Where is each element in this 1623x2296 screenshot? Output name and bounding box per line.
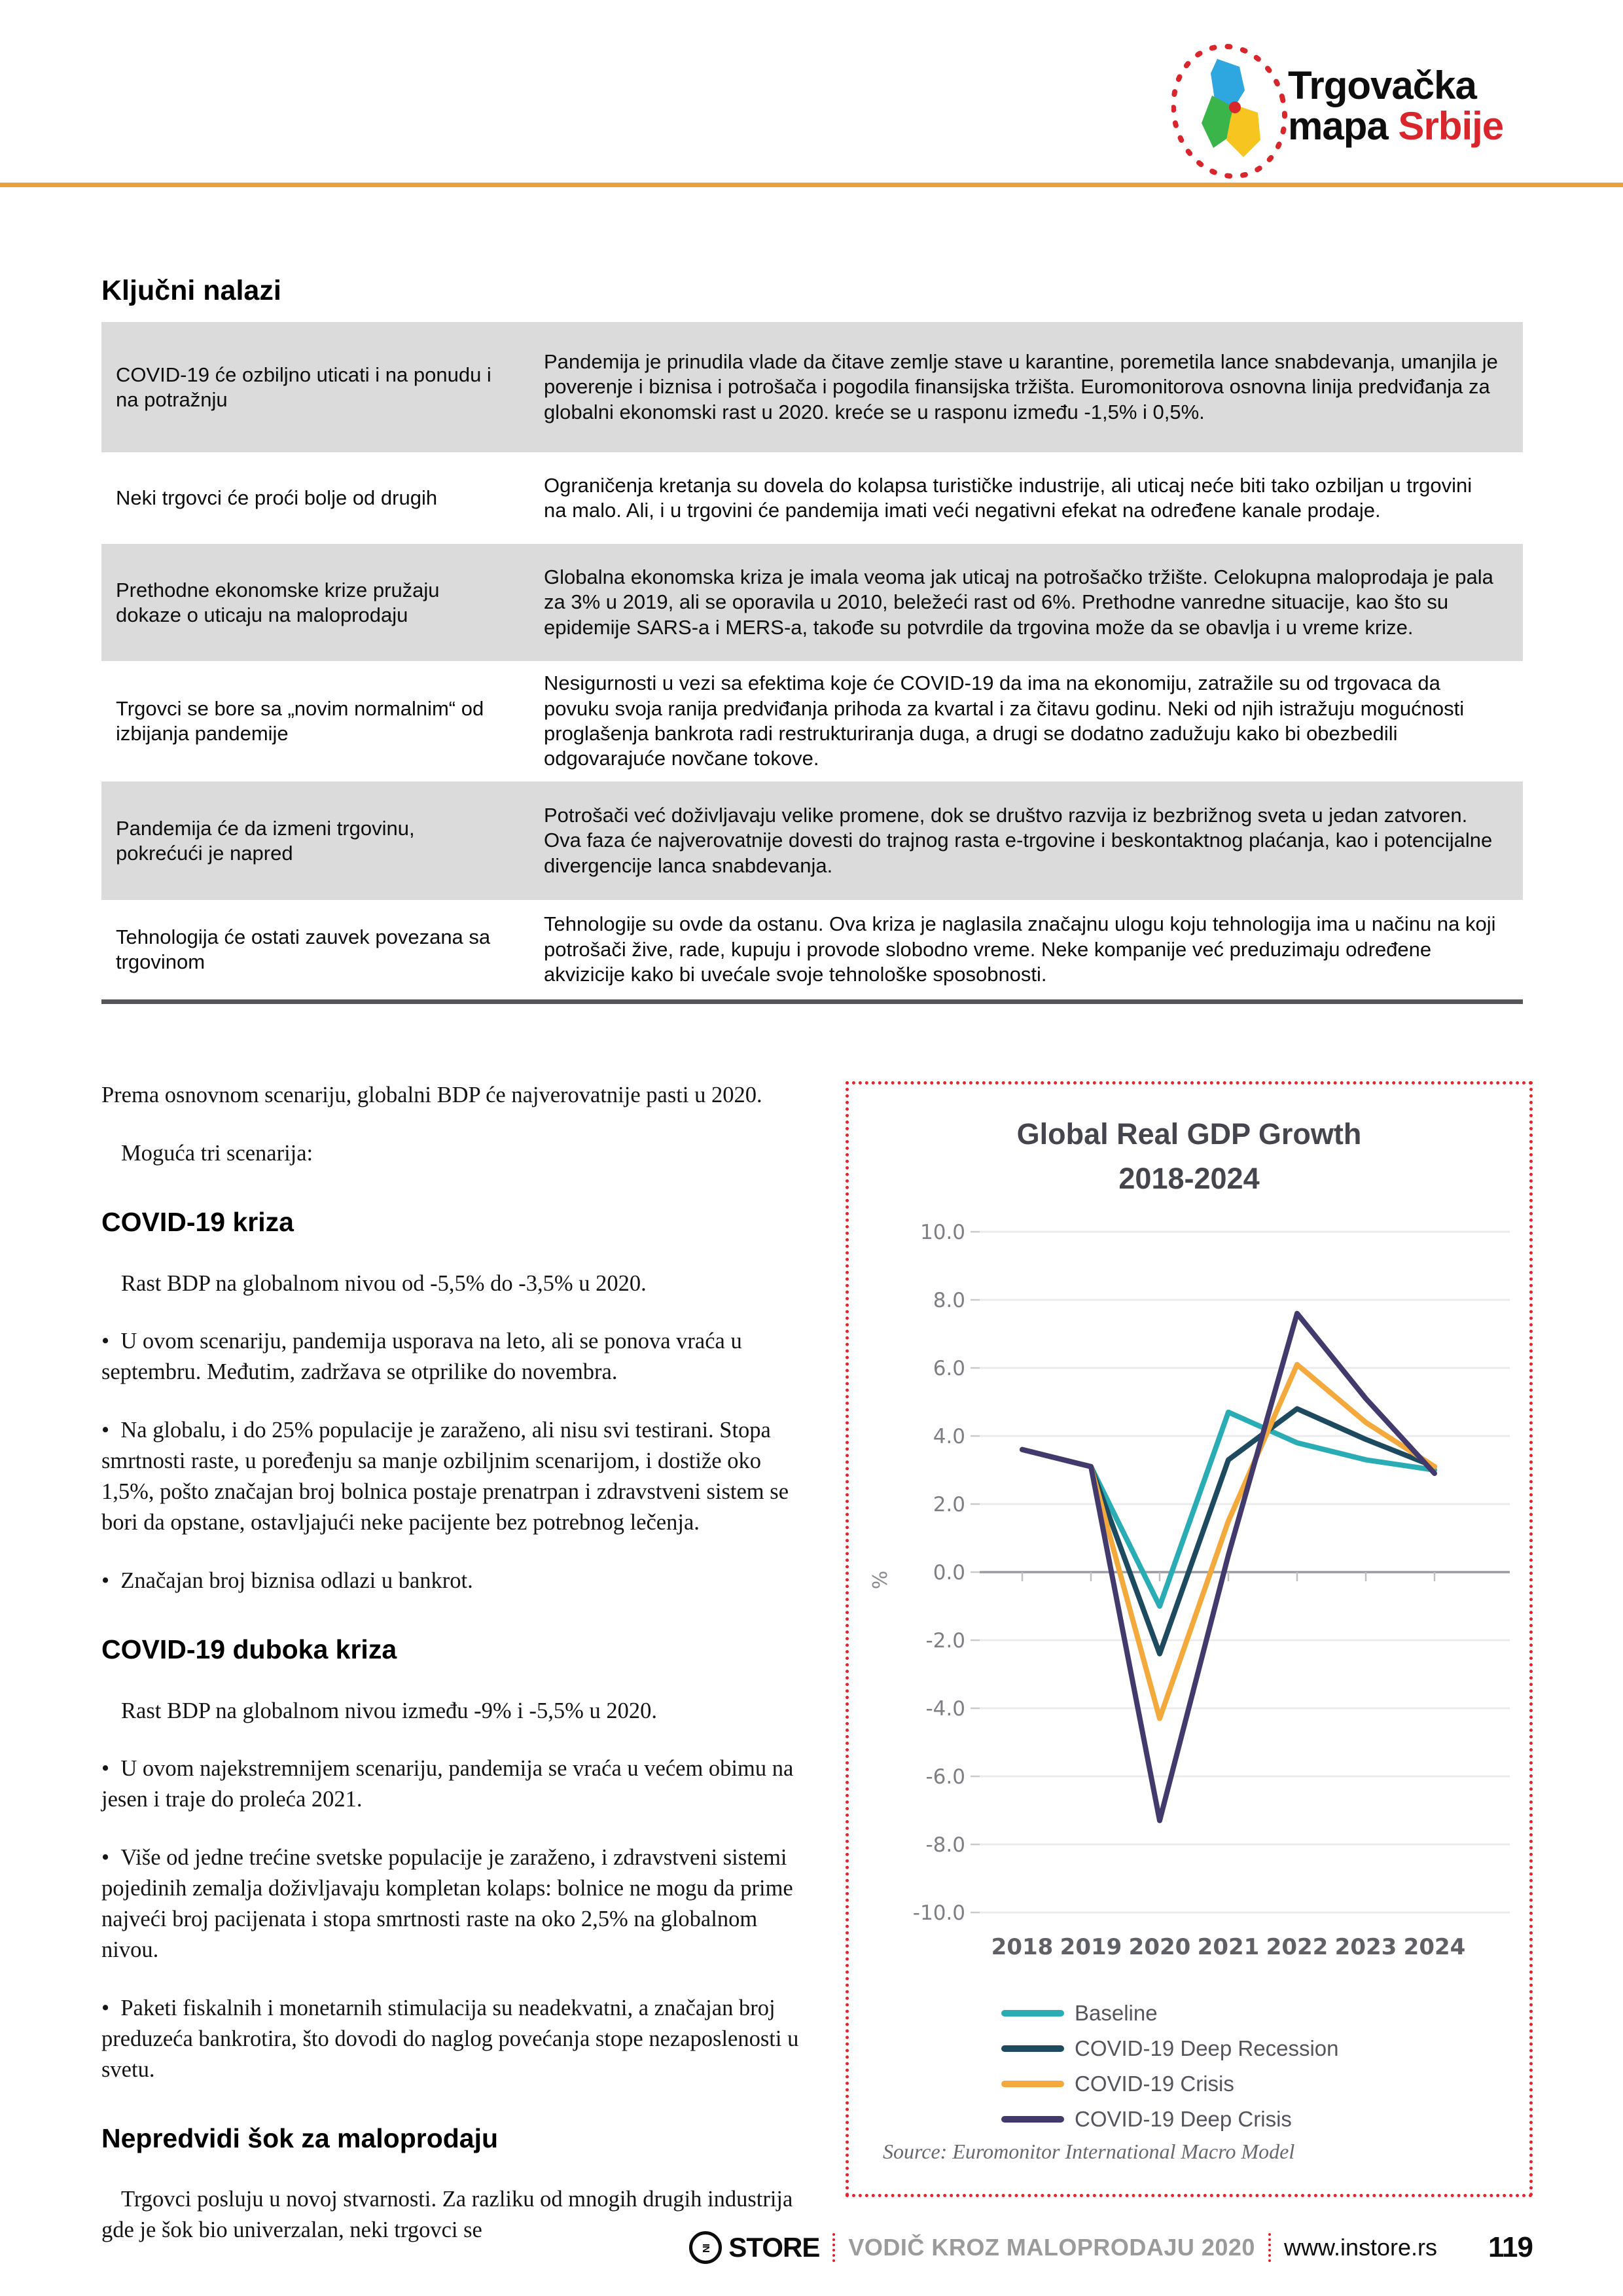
finding-label: Neki trgovci će proći bolje od drugih	[116, 486, 438, 510]
svg-text:2.0: 2.0	[933, 1493, 965, 1516]
bullet-item: • Paketi fiskalnih i monetarnih stimulacija su neadekvatni, a značajan broj preduzeća bankrotira, što dovodi do naglog povećanja stope nezaposlenosti u svetu.	[101, 1993, 818, 2085]
svg-text:%: %	[869, 1570, 892, 1590]
svg-text:-10.0: -10.0	[912, 1901, 965, 1925]
finding-text: Tehnologije su ovde da ostanu. Ova kriza je naglasila značajnu ulogu koju tehnologija ima u načinu na koji potrošači žive, rade, kupuju i provode slobodno vreme. Neke kompanije već preduzimaju određene akvizicije kako bi uvećale svoje tehnološke sposobnosti.	[544, 912, 1496, 986]
finding-text: Ograničenja kretanja su dovela do kolapsa turističke industrije, ali uticaj neće biti tako ozbiljan u trgovini na malo. Ali, i u trgovini će pandemija imati veći negativni efekat na određene kanale prodaje.	[544, 473, 1472, 522]
article-paragraph: Prema osnovnom scenariju, globalni BDP će najverovatnije pasti u 2020.	[101, 1083, 762, 1107]
finding-label: Pandemija će da izmeni trgovinu, pokrećući je napred	[116, 816, 415, 865]
page-number: 119	[1488, 2231, 1533, 2263]
dotted-separator	[832, 2233, 835, 2262]
legend-label: COVID-19 Deep Recession	[1075, 2036, 1339, 2060]
bullet-item: • Više od jedne trećine svetske populacije je zaraženo, i zdravstveni sistemi pojedinih zemalja doživljavaju kompletan kolaps: bolnice ne mogu da prime najveći broj pacijenata i stopa smrtnosti raste na oko 2,5% na globalnom nivou.	[101, 1842, 818, 1965]
svg-text:2020: 2020	[1128, 1934, 1191, 1960]
bullet-item: • Značajan broj biznisa odlazi u bankrot.	[101, 1566, 818, 1596]
finding-text: Globalna ekonomska kriza je imala veoma jak uticaj na potrošačko tržište. Celokupna maloprodaja je pala za 3% u 2019, ali se oporavila u 2010, beležeći rast od 6%. Prethodne vanredne situacije, kao što su epidemije SARS-a i MERS-a, takođe su potvrdile da trgovina može da se obavlja i u vreme krize.	[544, 565, 1493, 639]
legend-line-swatch	[1001, 2081, 1064, 2087]
serbia-map-icon	[1171, 27, 1293, 198]
footer-url[interactable]: www.instore.rs	[1283, 2234, 1438, 2261]
legend-item	[1001, 2102, 1339, 2137]
article-paragraph: Trgovci posluju u novoj stvarnosti. Za razliku od mnogih drugih industrija gde je šok bio univerzalan, neki trgovci se	[101, 2187, 793, 2243]
svg-text:2023: 2023	[1334, 1934, 1397, 1960]
article-column	[101, 1066, 818, 2246]
brand-word-1: Trgovačka	[1288, 63, 1476, 107]
article-paragraph: Moguća tri scenarija:	[121, 1140, 313, 1166]
chart-legend	[1001, 1996, 1339, 2137]
brand-word-3: Srbije	[1398, 104, 1504, 149]
in-icon-text: IN	[700, 2243, 711, 2252]
svg-text:6.0: 6.0	[933, 1357, 965, 1380]
svg-text:-8.0: -8.0	[925, 1833, 965, 1857]
finding-text: Pandemija je prinudila vlade da čitave zemlje stave u karantine, poremetila lance snabdevanja, umanjila je poverenje i biznisa i potrošača i pogodila finansijska tržišta. Euromonitorova osnovna linija predviđanja za globalni ekonomski rast u 2020. kreće se u rasponu između -1,5% i 0,5%.	[544, 350, 1498, 423]
svg-text:2021: 2021	[1197, 1934, 1260, 1960]
legend-line-swatch	[1001, 2116, 1064, 2123]
finding-label: Prethodne ekonomske krize pružaju dokaze o uticaju na maloprodaju	[116, 578, 440, 626]
finding-label: COVID-19 će ozbiljno uticati i na ponudu i na potražnju	[116, 363, 491, 411]
svg-text:-4.0: -4.0	[925, 1697, 965, 1721]
svg-text:2024: 2024	[1403, 1934, 1466, 1960]
footer	[689, 2227, 1533, 2269]
svg-text:2018: 2018	[991, 1934, 1054, 1960]
svg-text:2019: 2019	[1060, 1934, 1122, 1960]
dotted-separator	[1268, 2233, 1271, 2262]
instore-logo-text: STORE	[728, 2232, 820, 2263]
table-row	[101, 900, 1523, 999]
section-heading: Nepredvidi šok za maloprodaju	[101, 2123, 499, 2153]
section-heading: COVID-19 kriza	[101, 1206, 294, 1237]
bullet-item: • U ovom scenariju, pandemija usporava na leto, ali se ponova vraća u septembru. Međutim, zadržava se otprilike do novembra.	[101, 1326, 818, 1388]
svg-text:2022: 2022	[1266, 1934, 1329, 1960]
footer-guide-label: VODIČ KROZ MALOPRODAJU 2020	[848, 2234, 1255, 2261]
bullet-item: • U ovom najekstremnijem scenariju, pandemija se vraća u većem obimu na jesen i traje do proleća 2021.	[101, 1753, 818, 1815]
svg-text:-2.0: -2.0	[925, 1629, 965, 1653]
brand-title	[1288, 65, 1503, 147]
legend-label: Baseline	[1075, 2001, 1158, 2025]
chart-subtitle: 2018-2024	[1118, 1161, 1260, 1195]
finding-label: Trgovci se bore sa „novim normalnim“ od izbijanja pandemije	[116, 697, 484, 745]
legend-label: COVID-19 Deep Crisis	[1075, 2107, 1292, 2131]
svg-text:4.0: 4.0	[933, 1425, 965, 1448]
finding-text: Potrošači već doživljavaju velike promene, dok se društvo razvija iz bezbrižnog sveta u jedan zatvoren. Ova faza će najverovatnije dovesti do trajnog rasta e-trgovine i beskontaktnog plaćanja, kao i potencijalne divergencije lanca snabdevanja.	[544, 803, 1493, 877]
table-row	[101, 544, 1523, 661]
legend-item	[1001, 2031, 1339, 2066]
finding-label: Tehnologija će ostati zauvek povezana sa trgovinom	[116, 925, 491, 973]
svg-text:0.0: 0.0	[933, 1561, 965, 1585]
brand-word-2: mapa	[1288, 104, 1399, 149]
legend-label: COVID-19 Crisis	[1075, 2072, 1234, 2096]
trgovacka-mapa-logo	[1171, 27, 1577, 198]
legend-item	[1001, 1996, 1339, 2031]
article-paragraph: Rast BDP na globalnom nivou između -9% i -5,5% u 2020.	[121, 1698, 657, 1723]
key-findings-table	[101, 322, 1523, 1004]
svg-text:10.0: 10.0	[919, 1221, 965, 1244]
legend-item	[1001, 2066, 1339, 2102]
svg-text:-6.0: -6.0	[925, 1765, 965, 1789]
gdp-line-chart	[849, 1206, 1529, 1978]
chart-source: Source: Euromonitor International Macro Model	[883, 2140, 1295, 2163]
table-row	[101, 661, 1523, 781]
chart-panel	[846, 1081, 1533, 2197]
finding-text: Nesigurnosti u vezi sa efektima koje će COVID-19 da ima na ekonomiju, zatražile su od trgovaca da povuku svoja ranija predviđanja prihoda za kvartal i za čitavu godinu. Neki od njih istražuju mogućnosti proglašenja bankrota radi restrukturiranja duga, a drugi se dodatno zadužuju kako bi obezbedili odgovarajuće novčane tokove.	[544, 672, 1465, 770]
bullet-item: • Na globalu, i do 25% populacije je zaraženo, ali nisu svi testirani. Stopa smrtnosti raste, u poređenju sa manje ozbiljnim scenarijom, i dostiže oko 1,5%, pošto značajan broj bolnica postaje prenatrpan i zdravstveni sistem se bori da opstane, ostavljajući neke pacijente bez potrebnog lečenja.	[101, 1415, 818, 1538]
table-row	[101, 322, 1523, 452]
legend-line-swatch	[1001, 2045, 1064, 2052]
table-row	[101, 452, 1523, 544]
article-paragraph: Rast BDP na globalnom nivou od -5,5% do -3,5% u 2020.	[121, 1270, 647, 1296]
in-store-circle-icon	[689, 2231, 722, 2264]
svg-text:8.0: 8.0	[933, 1289, 965, 1312]
chart-title: Global Real GDP Growth	[1016, 1117, 1362, 1151]
table-row	[101, 781, 1523, 900]
key-findings-title: Ključni nalazi	[101, 275, 281, 306]
legend-line-swatch	[1001, 2010, 1064, 2017]
section-heading: COVID-19 duboka kriza	[101, 1634, 397, 1664]
